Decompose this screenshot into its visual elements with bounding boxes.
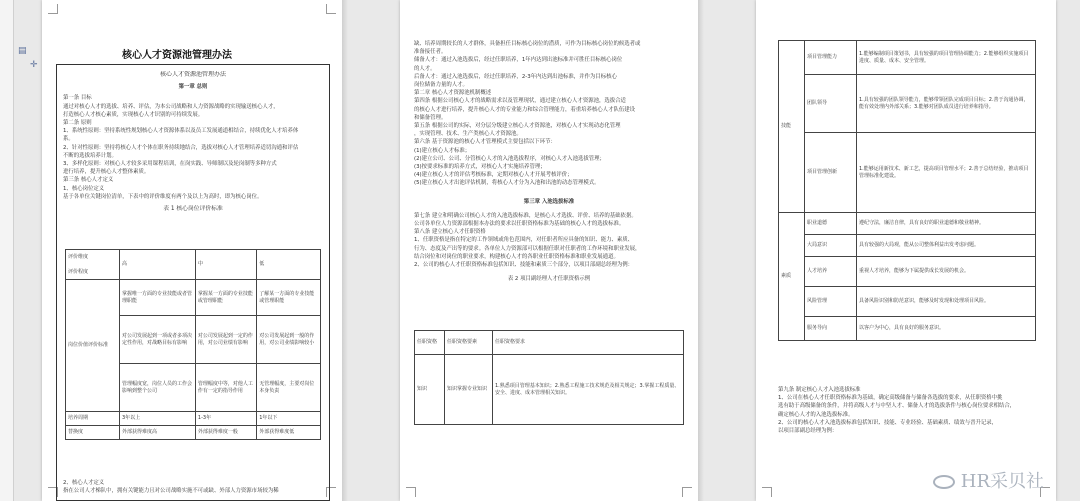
- table-cell: 替换度: [66, 426, 120, 440]
- table-cell: 了解某一方面的专业技能或管理职能: [257, 280, 321, 316]
- table-cell: 对公司发展起到一项或者多项决定性作用，对战略目标有影响: [120, 316, 196, 364]
- chapter-heading: 第一章 总则: [178, 84, 208, 91]
- document-page-2: [400, 0, 698, 501]
- crop-mark: [762, 487, 772, 497]
- paragraph-line: (2)建立公司、公司、分管核心人才的入池选拔程序，对核心人才入池选拔管理；: [414, 155, 605, 162]
- level-header: 低: [257, 250, 321, 280]
- table-cell: 1年以下: [257, 412, 321, 426]
- paragraph-line: 通过对核心人才的选拔、培养、评估，为本公司战略和人力资源战略的实现输送核心人才，: [63, 103, 279, 110]
- paragraph-line: 后备人才：通过入池选拔后，经过任职培养，2-3年内达到出池标准，并作为目标核心: [414, 73, 617, 80]
- paragraph-line: 2、核心人才定义: [63, 480, 105, 486]
- corner-bottom-label: 评价程度: [68, 268, 89, 275]
- paragraph-line: (4)建立核心人才的评估考核标准，定期对核心人才开展考核评价；: [414, 172, 573, 179]
- paragraph-line: 的核心人才进行培养，提升核心人才的专业能力和综合管理能力，着重培养核心人才队伍建设: [414, 106, 636, 113]
- table-cell: 1-3年: [195, 412, 256, 426]
- corner-top-label: 评价维度: [68, 253, 89, 260]
- crop-mark: [48, 4, 58, 14]
- table-2: [414, 330, 684, 425]
- table-1: [65, 249, 321, 440]
- paragraph-line: 以项目部副总经理为例：: [778, 428, 838, 435]
- page-icon[interactable]: ▤: [18, 46, 27, 56]
- crop-mark: [682, 487, 692, 497]
- table-cell: 掌握唯一方面的专业技能或者管理职能: [120, 280, 196, 316]
- table-cell: 掌握某一方面的专业技能或管理职能: [195, 280, 256, 316]
- table-cell: 项目管理创新: [805, 133, 857, 213]
- paragraph-line: 2、公司的核心人才入池选拔标准包括知识、技能、专业经验、基础素质、绩效与晋升记录，: [778, 419, 998, 426]
- table-cell: 知识掌握专业知识: [445, 355, 493, 425]
- paragraph-line: 岗位储备力量的人才。: [414, 82, 468, 89]
- paragraph-line: 系。: [63, 136, 74, 143]
- table-cell: 具备风险识别和防范意识，能够及时发现和处理项目风险。: [857, 287, 1036, 317]
- table-caption: 表 2 项目副经理人才任职资格示例: [507, 276, 591, 283]
- wechat-icon: [933, 475, 955, 489]
- table-cell: 1.能够编制项目策划书，具有较强的项目管理协调能力；2.能够组织实施项目进度、质量、成本、安全管理。: [857, 41, 1036, 75]
- table-cell: 对公司发展起到一定的作用，对公司业绩有影响: [195, 316, 256, 364]
- watermark-text: HR采贝社: [960, 471, 1044, 492]
- page2-body: [414, 40, 684, 283]
- paragraph-line: 和储备管理。: [414, 114, 447, 121]
- paragraph-line: 准备接任者。: [414, 49, 447, 56]
- table-cell: 管理幅度中等，对他人工作有一定的指导作用: [195, 364, 256, 412]
- paragraph-line: 确定核心人才的入池选拔标准。: [778, 411, 854, 418]
- table-caption: 表 1 核心岗位评价标准: [163, 206, 223, 213]
- paragraph-line: 1、核心岗位定义: [63, 185, 105, 192]
- group-cell: 技能: [779, 41, 805, 213]
- paragraph-line: 公司各单位人力资源部根据本办法的要求以任职资格标准为基础的核心人才的选拔标准。: [414, 221, 625, 228]
- paragraph-line: 第七条 建立和明确公司核心人才的入池选拔标准，是核心人才选拔、评价、培养的基础依据。: [414, 212, 637, 219]
- paragraph-line: 3、多样化原则：对核心人才较多采用课程培训，在岗实践、导师制以及轮岗制等多种方式: [63, 161, 277, 168]
- group-cell: 素质: [779, 213, 805, 341]
- paragraph-line: 进行培养，提升核心人才整体素质。: [63, 169, 150, 176]
- table-cell: 1.熟悉项目管理基本知识；2.熟悉工程施工技术规范及相关规定；3.掌握工程质量、安全、进度、成本管理相关知识。: [493, 355, 684, 425]
- table-cell: 职业道德: [805, 213, 857, 235]
- paragraph-line: 1、任职资格是指在特定的工作领域或角色范围内，对任职者所应具备的知识、能力、素质、: [414, 237, 634, 244]
- paragraph-line: 选有助于高级储备的条件，并将高级人才与中坚人才、储备人才的选拔条件与核心岗位要求相结合，: [778, 403, 1016, 410]
- table-cell: 培养周期: [66, 412, 120, 426]
- table-cell: 风险管理: [805, 287, 857, 317]
- table-cell: 外部获得难度一般: [195, 426, 256, 440]
- crop-mark: [406, 487, 416, 497]
- level-header: 中: [195, 250, 256, 280]
- inner-title: 核心人才资源池管理办法: [159, 71, 226, 78]
- table-cell: 以客户为中心，具有良好的服务意识。: [857, 317, 1036, 341]
- page2-section: [414, 212, 684, 284]
- table-cell: 3年以上: [120, 412, 196, 426]
- table-cell: 无管理幅度，主要对岗位本身负责: [257, 364, 321, 412]
- paragraph-line: ，实现管理、技术、生产类核心人才资源池。: [414, 131, 522, 138]
- table-2-continued: [778, 40, 1036, 341]
- table-cell: 对公司发展起到一般的作用，对公司业绩影响较小: [257, 316, 321, 364]
- crop-mark: [326, 4, 336, 14]
- table-cell: 知识: [415, 355, 445, 425]
- paragraph-line: 基于各单位关键岗位清单，下表中的评价维度有两个及以上为高时，即为核心岗位。: [63, 193, 263, 200]
- watermark: [933, 467, 1044, 493]
- table-cell: 团队领导: [805, 75, 857, 133]
- table-cell: 外部获得难度低: [257, 426, 321, 440]
- table-header: 任职资格: [415, 331, 445, 355]
- page1-body: [57, 91, 329, 213]
- paragraph-line: 储备人才：通过入池选拔后，经过任职培养，1年内达到出池标准并可胜任目标核心岗位: [414, 57, 623, 64]
- page1-tail: [63, 479, 279, 495]
- table-cell: 大局意识: [805, 235, 857, 257]
- move-icon[interactable]: ✛: [30, 60, 38, 70]
- paragraph-line: 第九条 制定核心人才入池选拔标准: [778, 387, 861, 393]
- table-cell: 管理幅度宽，岗位人员的工作会影响到整个公司: [120, 364, 196, 412]
- paragraph-line: 第四条 根据公司核心人才的战略需求以及管理现状，通过建立核心人才资源池，选拔合适: [414, 98, 626, 105]
- paragraph-line: 缺、培养周期较长的人才群体，具备担任目标核心岗位的潜质，可作为目标核心岗位的候选者或: [414, 41, 641, 47]
- table-cell: 1.能够运用新技术、新工艺，提高项目管理水平；2.善于总结经验，推动项目管理标准化建设。: [857, 133, 1036, 213]
- table-corner-cell: [66, 250, 120, 280]
- paragraph-line: (3)按要求标准的培养方式，对核心人才实施培养管理；: [414, 164, 546, 171]
- table-cell: 人才培养: [805, 257, 857, 287]
- paragraph-line: (5)建立核心人才出池评估机制，将核心人才分为入池和出池的动态管理模式。: [414, 180, 600, 187]
- table-cell: 1.具有较强的团队领导能力，能够带领团队完成项目目标；2.善于沟通协调，能有效处理内外部关系；3.能够对团队成员进行培养和指导。: [857, 75, 1036, 133]
- paragraph-line: 行为、态度及产出等的要求。各单位人力资源部可以根据任职对任职者的工作环境和职业发展，: [414, 245, 641, 252]
- paragraph-line: 1、系统性原则：坚持系统性规划核心人才资源体系以及员工发展通道相结合，持续优化人才培养体: [63, 128, 299, 135]
- table-header: 任职资格要素: [445, 331, 493, 355]
- paragraph-line: 2、针对性原则：坚持将核心人才个体在职务持续地结合，选拔对核心人才管理培养适切沟通和评估: [63, 144, 299, 151]
- document-title[interactable]: 核心人才资源池管理办法: [122, 50, 232, 61]
- level-header: 高: [120, 250, 196, 280]
- table-cell: 项目管理能力: [805, 41, 857, 75]
- paragraph-line: 打造核心人才核心素质，实现核心人才识别的可持续发展。: [63, 111, 204, 118]
- document-page-3: [756, 0, 1056, 501]
- table-cell: 遵纪守法，廉洁自律，具有良好的职业道德和敬业精神。: [857, 213, 1036, 235]
- document-page-1: [42, 0, 342, 501]
- paragraph-line: 第一条 目标: [63, 95, 92, 102]
- paragraph-line: 结合岗位和对岗位的职业要求，构建核心人才的各职业任职资格标准和职业发展通道。: [414, 253, 619, 260]
- table-header: 任职资格要求: [493, 331, 684, 355]
- paragraph-line: 第五条 根据公司的实际，对分层分级建立核心人才资源池，对核心人才实现动态化管理: [414, 123, 621, 130]
- page-border: [56, 64, 330, 501]
- paragraph-line: 的人才。: [414, 65, 436, 72]
- chapter-heading: 第三章 入池选拔标准: [523, 198, 575, 205]
- row-label: 岗位价值评价标准: [66, 280, 120, 412]
- paragraph-line: 第二条 原则: [63, 120, 92, 127]
- table-cell: 具有较强的大局观，能从公司整体利益出发考虑问题。: [857, 235, 1036, 257]
- paragraph-line: 不断的选拔培养计划。: [63, 152, 117, 159]
- paragraph-line: 1、公司在核心人才任职资格标准为基础，确定高级储备与储备各选拔的要求，从任职资格中挑: [778, 395, 1003, 402]
- table-cell: 重视人才培养，能够为下属提供成长发展的机会。: [857, 257, 1036, 287]
- paragraph-line: (1)建立核心人才标准；: [414, 147, 471, 154]
- table-cell: 外部获得难度高: [120, 426, 196, 440]
- paragraph-line: 2、公司的核心人才任职资格标准包括知识、技能和素质三个部分，以项目部副总经理为例：: [414, 262, 634, 269]
- paragraph-line: 第三条 核心人才定义: [63, 177, 114, 184]
- paragraph-line: 指在公司人才梯队中，拥有关键能力且对公司战略实施不可或缺、外部人力资源市场较为稀: [63, 488, 279, 495]
- paragraph-line: 第二章 核心人才资源池机制概述: [414, 90, 492, 97]
- paragraph-line: 第六条 基于资源池的核心人才管理模式主要包括以下环节：: [414, 139, 556, 146]
- paragraph-line: 第八条 建立核心人才任职资格: [414, 229, 486, 236]
- vertical-ruler: [0, 0, 14, 501]
- page3-body: [778, 386, 1042, 435]
- table-cell: 服务导向: [805, 317, 857, 341]
